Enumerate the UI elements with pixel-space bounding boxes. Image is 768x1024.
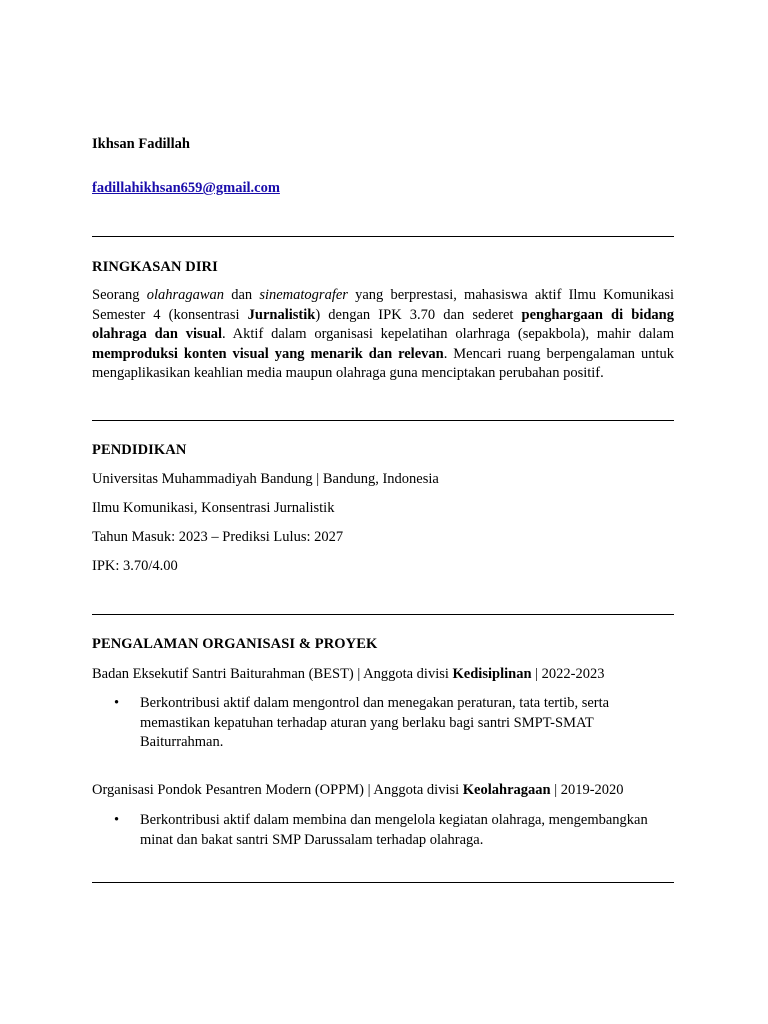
summary-text-segment: . Mencari ruang berpengalaman untuk mengaplikasikan keahlian media maupun olahraga guna menciptakan perubahan positif. [92,345,674,381]
division-name: Kedisiplinan [452,666,532,682]
summary-text-segment: Jurnalistik [247,306,316,323]
bullet-text: Berkontribusi aktif dalam mengontrol dan menegakan peraturan, tata tertib, serta memastikan kepatuhan terhadap aturan yang berlaku bagi santri SMPT-SMAT Baiturrahman. [140,695,610,750]
period: | 2022-2023 [531,666,605,682]
summary-text-segment: penghargaan di bidang olahraga dan visual [92,306,674,342]
experience-heading: PENGALAMAN ORGANISASI & PROYEK [92,636,378,652]
experience-item-heading [92,666,605,683]
education-major: Ilmu Komunikasi, Konsentrasi Jurnalistik [92,500,335,516]
summary-paragraph [92,286,674,384]
education-heading: PENDIDIKAN [92,442,187,458]
division-name: Keolahragaan [462,782,551,798]
education-years: Tahun Masuk: 2023 – Prediksi Lulus: 2027 [92,529,344,545]
education-gpa: IPK: 3.70/4.00 [92,558,178,574]
summary-text-segment: dan [224,287,260,303]
summary-text-segment: sinematografer [259,287,348,303]
period: | 2019-2020 [550,782,624,798]
org-name: Badan Eksekutif Santri Baiturahman (BEST) | Anggota divisi [92,666,453,682]
divider [92,882,674,883]
bullet-text: Berkontribusi aktif dalam membina dan mengelola kegiatan olahraga, mengembangkan minat dan bakat santri SMP Darussalam terhadap olahraga. [140,812,648,848]
summary-text-segment: olahragawan [146,287,225,303]
summary-text-segment: . Aktif dalam organisasi kepelatihan olarhraga (sepakbola), mahir dalam [222,326,674,342]
bullet-icon: • [114,695,120,711]
summary-text-segment: yang berprestasi, mahasiswa aktif Ilmu Komunikasi Semester 4 (konsentrasi [92,287,675,323]
resume-page [92,0,674,1024]
summary-text-segment: Seorang [92,287,147,303]
email-link[interactable]: fadillahikhsan659@gmail.com [92,180,280,196]
summary-text-segment: memproduksi konten visual yang menarik dan relevan [92,345,444,362]
summary-heading: RINGKASAN DIRI [92,259,218,275]
education-university: Universitas Muhammadiyah Bandung | Bandung, Indonesia [92,471,439,487]
summary-text-segment: ) dengan IPK 3.70 dan sederet [315,306,522,323]
candidate-name: Ikhsan Fadillah [92,136,190,152]
org-name: Organisasi Pondok Pesantren Modern (OPPM) | Anggota divisi [92,782,463,798]
divider [92,236,674,237]
divider [92,614,674,615]
experience-item-heading [92,782,624,799]
divider [92,420,674,421]
bullet-icon: • [114,812,120,828]
